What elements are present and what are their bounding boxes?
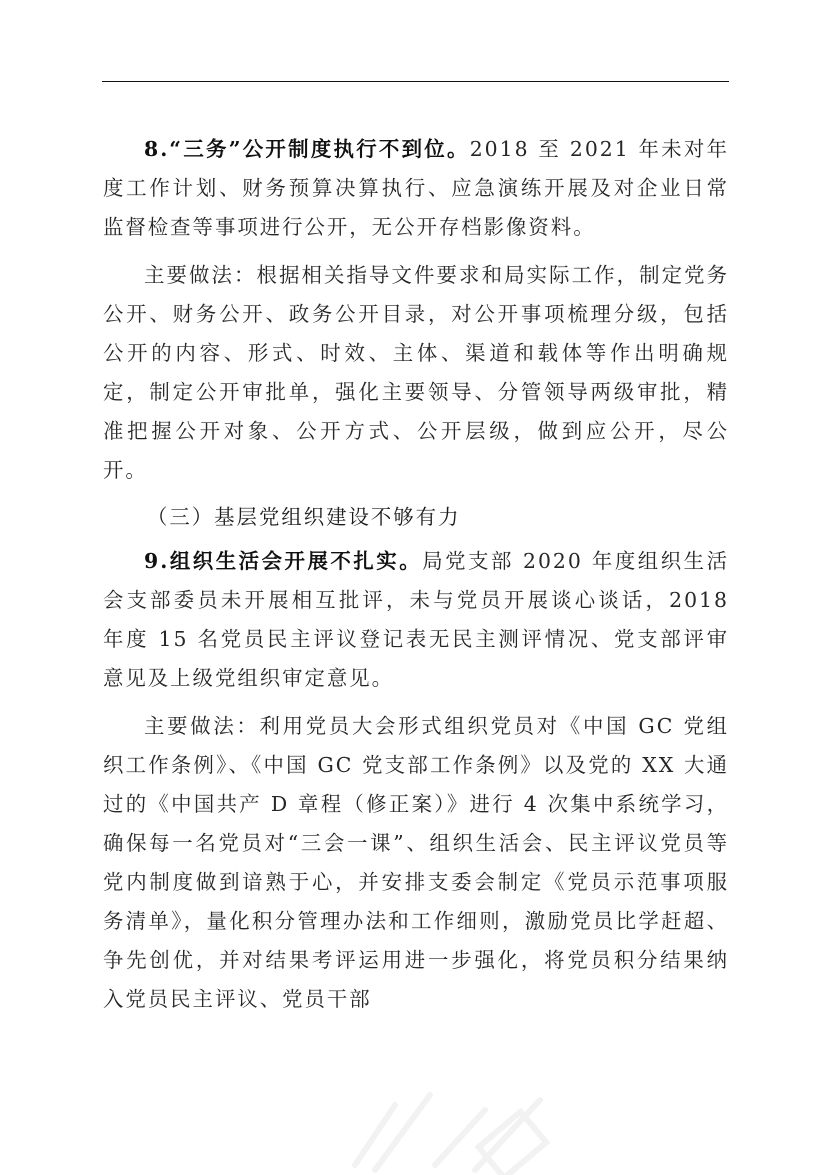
watermark-logo xyxy=(335,1085,565,1175)
section-heading: （三）基层党组织建设不够有力 xyxy=(147,505,461,529)
item-8-text: 2018 至 2021 年未对年度工作计划、财务预算决算执行、应急演练开展及对企业日常监督检查等事项进行公开，无公开存档影像资料。 xyxy=(103,137,729,239)
item-9-heading: 9.组织生活会开展不扎实。 xyxy=(144,549,423,573)
paragraph-item-8-measures xyxy=(103,256,729,490)
paragraph-item-8 xyxy=(103,130,729,247)
header-rule xyxy=(102,81,729,82)
paragraph-item-9 xyxy=(103,542,729,698)
paragraph-item-9-measures xyxy=(103,707,729,1019)
item-9-text: 局党支部 2020 年度组织生活会支部委员未开展相互批评，未与党员开展谈心谈话，2018 年度 15 名党员民主评议登记表无民主测评情况、党支部评审意见及上级党组织审定意见。 xyxy=(103,549,729,690)
item-9-measures-text: 主要做法：利用党员大会形式组织党员对《中国 GC 党组织工作条例》、《中国 GC 党支部工作条例》以及党的 XX 大通过的《中国共产 D 章程（修正案）》进行 4 次集中系统学习，确保每一名党员对“三会一课”、组织生活会、民主评议党员等党内制度做到谙熟于心，并安排支委会制定《党员示范事项服务清单》，量化积分管理办法和工作细则，激励党员比学赶超、争先创优，并对结果考评运用进一步强化，将党员积分结果纳入党员民主评议、党员干部 xyxy=(103,714,729,1011)
item-8-measures-text: 主要做法：根据相关指导文件要求和局实际工作，制定党务公开、财务公开、政务公开目录，对公开事项梳理分级，包括公开的内容、形式、时效、主体、渠道和载体等作出明确规定，制定公开审批单，强化主要领导、分管领导两级审批，精准把握公开对象、公开方式、公开层级，做到应公开，尽公开。 xyxy=(103,263,729,482)
document-body xyxy=(103,130,729,1028)
item-8-heading: 8.“三务”公开制度执行不到位。 xyxy=(144,137,470,161)
